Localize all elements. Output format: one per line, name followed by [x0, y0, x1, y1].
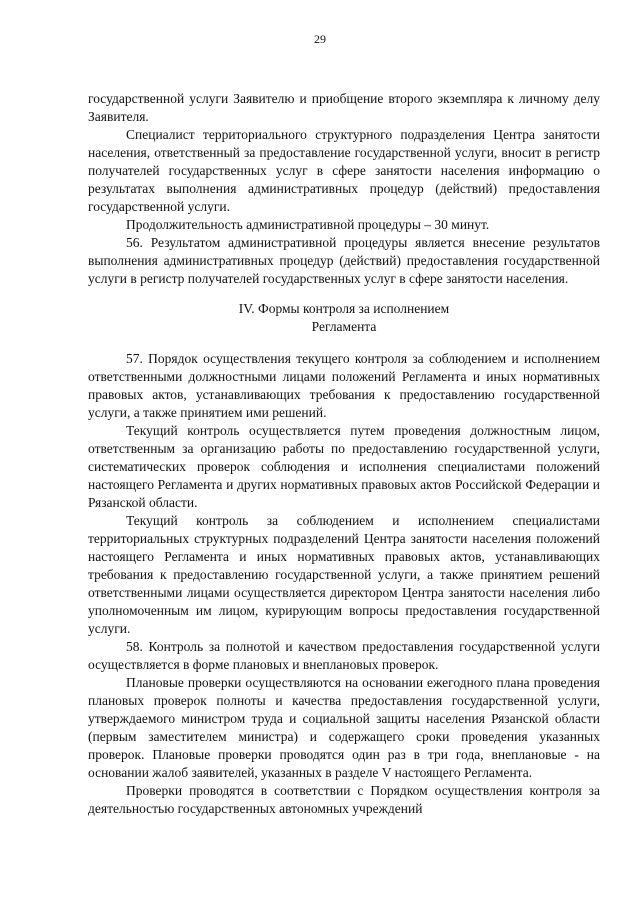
paragraph-continuation: государственной услуги Заявителю и приобщение второго экземпляра к личному делу Заявителя.	[88, 91, 600, 124]
paragraph-58: 58. Контроль за полнотой и качеством предоставления государственной услуги осуществляется в форме плановых и внеплановых проверок.	[88, 639, 600, 672]
paragraph: Текущий контроль за соблюдением и исполнением специалистами территориальных структурных подразделений Центра занятости населения положений настоящего Регламента и иных нормативных правовых актов, устанавливающих требования к предоставлению государственной услуги, а также принятием решений ответственными лицами осуществляется директором Центра занятости населения либо уполномоченным им лицом, курирующим вопросы предоставления государственной услуги.	[88, 513, 600, 636]
section-heading-line1: IV. Формы контроля за исполнением	[238, 301, 450, 316]
paragraph: Специалист территориального структурного подразделения Центра занятости населения, ответственный за предоставление государственной услуги, вносит в регистр получателей государственных услуг в сфере занятости населения информацию о результатах выполнения административных процедур (действий) предоставления государственной услуги.	[88, 127, 600, 214]
section-heading-line2: Регламента	[311, 319, 377, 334]
document-body	[88, 90, 600, 818]
paragraph: Проверки проводятся в соответствии с Порядком осуществления контроля за деятельностью государственных автономных учреждений	[88, 783, 600, 816]
page-number: 29	[314, 32, 326, 46]
paragraph: Плановые проверки осуществляются на основании ежегодного плана проведения плановых проверок полноты и качества предоставления государственной услуги, утверждаемого министром труда и социальной защиты населения Рязанской области (первым заместителем министра) и содержащего сроки проведения указанных проверок. Плановые проверки проводятся один раз в три года, внеплановые - на основании жалоб заявителей, указанных в разделе V настоящего Регламента.	[88, 675, 600, 780]
section-heading	[88, 300, 600, 336]
paragraph: Текущий контроль осуществляется путем проведения должностным лицом, ответственным за организацию работы по предоставлению государственной услуги, систематических проверок соблюдения и исполнения специалистами положений настоящего Регламента и других нормативных правовых актов Российской Федерации и Рязанской области.	[88, 423, 600, 510]
paragraph-56: 56. Результатом административной процедуры является внесение результатов выполнения административных процедур (действий) предоставления государственной услуги в регистр получателей государственных услуг в сфере занятости населения.	[88, 235, 600, 286]
paragraph: Продолжительность административной процедуры – 30 минут.	[126, 217, 490, 232]
paragraph-57: 57. Порядок осуществления текущего контроля за соблюдением и исполнением ответственными должностными лицами положений Регламента и иных нормативных правовых актов, устанавливающих требования к предоставлению государственной услуги, а также принятием ими решений.	[88, 351, 600, 420]
